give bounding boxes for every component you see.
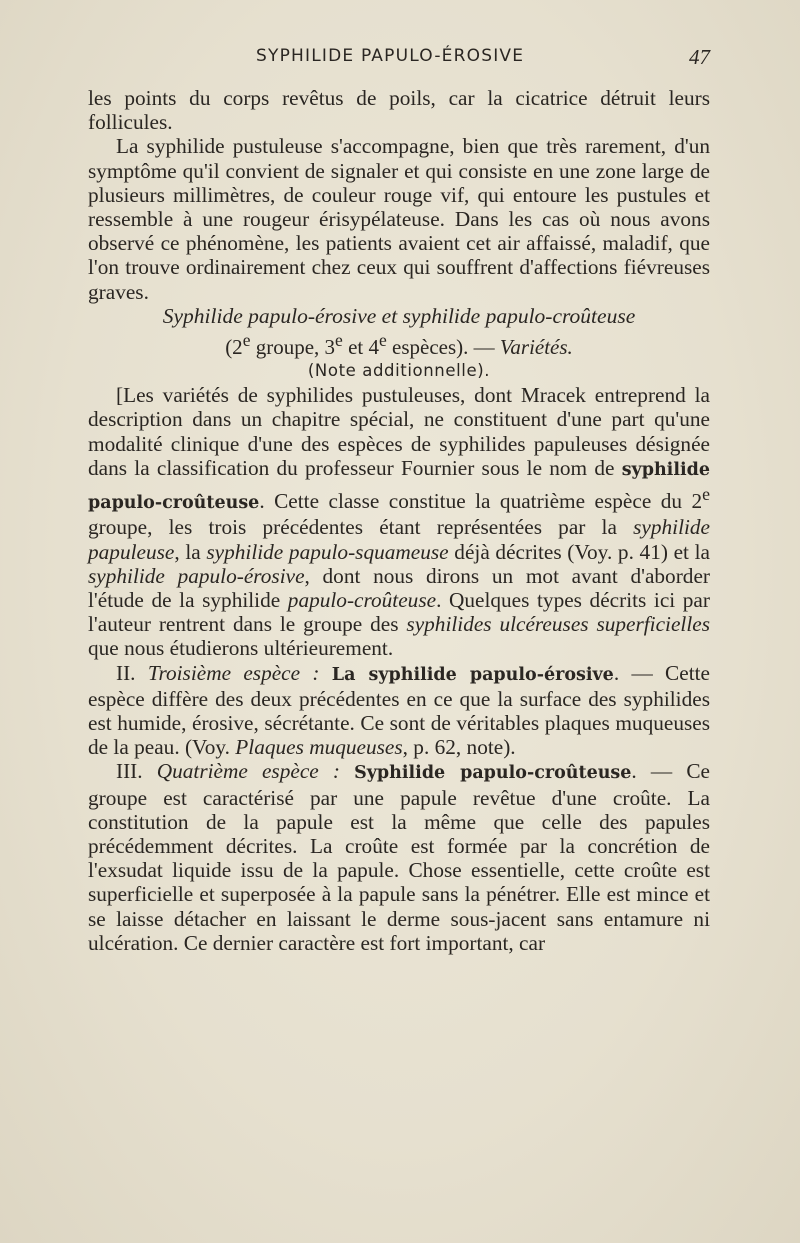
spaced-term: La syphilide papulo-érosive [331, 664, 614, 685]
italic-term: syphilide papulo-érosive [88, 563, 305, 588]
page-number: 47 [689, 45, 710, 69]
subtitle-part: (2 [225, 335, 243, 360]
superscript: e [378, 330, 387, 351]
subtitle-part: et 4 [342, 335, 379, 360]
italic-term: syphilide papulo-squameuse [206, 539, 449, 564]
superscript: e [242, 330, 251, 351]
text-run: , p. 62, note). [402, 735, 516, 760]
text-run: . Quelques types décrits ici par l'auteur rentrent dans le groupe des [88, 587, 710, 637]
body-text [88, 86, 710, 955]
section-subtitle [88, 328, 710, 359]
text-run: . — Ce groupe est caractérisé par une papule revêtue d'une croûte. La constitution de la papule est la même que celle des papules précédemment décrites. La croûte est formée par la concrétion de l'exsudat liquide issu de la papule. Chose essentielle, cette croûte est superficielle et superposée à la papule sans la pénétrer. Elle est mince et se laisse détacher en laissant le derme sous-jacent sans entamure ni ulcération. Ce dernier caractère est fort important, car [88, 759, 710, 955]
paragraph-continuation: les points du corps revêtus de poils, car la cicatrice détruit leurs follicules. [88, 86, 710, 135]
spaced-term: syphilide papulo-croûteuse [88, 459, 710, 514]
text-run: . Cette classe constitue la quatrième espèce du 2 [259, 489, 703, 514]
section-title: Syphilide papulo-érosive et syphilide papulo-croûteuse [162, 303, 636, 328]
italic-term: papulo-croûteuse [287, 587, 437, 612]
italic-term: syphilide papuleuse [88, 515, 710, 564]
item-number: III. [116, 759, 157, 784]
text-run: . — Cette espèce diffère des deux précédentes en ce que la surface des syphilides est humide, érosive, sécrétante. Ce sont de véritables plaques muqueuses de la peau. (Voy. [88, 660, 710, 760]
italic-label: Troisième espèce : [147, 660, 332, 685]
text-run: que nous étudierons ultérieurement. [88, 636, 394, 661]
paragraph-troisieme-espece [88, 661, 710, 760]
subtitle-varietes: Variétés. [499, 335, 573, 360]
running-head [88, 46, 710, 76]
superscript: e [702, 484, 710, 505]
superscript: e [335, 330, 343, 351]
subtitle-part: espèces). — [386, 335, 500, 360]
text-run: [Les variétés de syphilides pustuleuses, dont Mracek entreprend la description dans un chapitre spécial, ne constituent d'une part qu'une modalité clinique d'une des espèces de syphilides papuleuses désignée dans la classification du professeur Fournier sous le nom de [88, 383, 710, 480]
text-run: , dont nous dirons un mot avant d'aborder l'étude de la syphilide [88, 563, 710, 612]
paragraph-pustuleuse: La syphilide pustuleuse s'accompagne, bien que très rarement, d'un symptôme qu'il convient de signaler et qui consiste en une zone large de plusieurs millimètres, de couleur rouge vif, qui entoure les pustules et ressemble à une rougeur érisypélateuse. Dans les cas où nous avons observé ce phénomène, les patients avaient cet air affaissé, maladif, que l'on trouve ordinairement chez ceux qui souffrent d'affections fiévreuses graves. [88, 134, 710, 304]
italic-label: Quatrième espèce : [156, 759, 355, 784]
italic-term: Plaques muqueuses [235, 735, 403, 760]
text-run: déjà décrites (Voy. p. 41) et la [448, 539, 711, 564]
paragraph-quatrieme-espece [88, 759, 710, 955]
spaced-term: Syphilide papulo-croûteuse [354, 763, 632, 784]
text-run: , la [174, 539, 207, 564]
text-run: groupe, les trois précédentes étant représentées par la [88, 515, 634, 540]
paragraph-varietes [88, 383, 710, 660]
note-label: (Note additionnelle). [307, 361, 491, 381]
running-title: SYPHILIDE PAPULO-ÉROSIVE [256, 46, 525, 66]
subtitle-part: groupe, 3 [250, 335, 336, 360]
italic-term: syphilides ulcéreuses superficielles [406, 612, 710, 637]
item-number: II. [116, 660, 148, 685]
